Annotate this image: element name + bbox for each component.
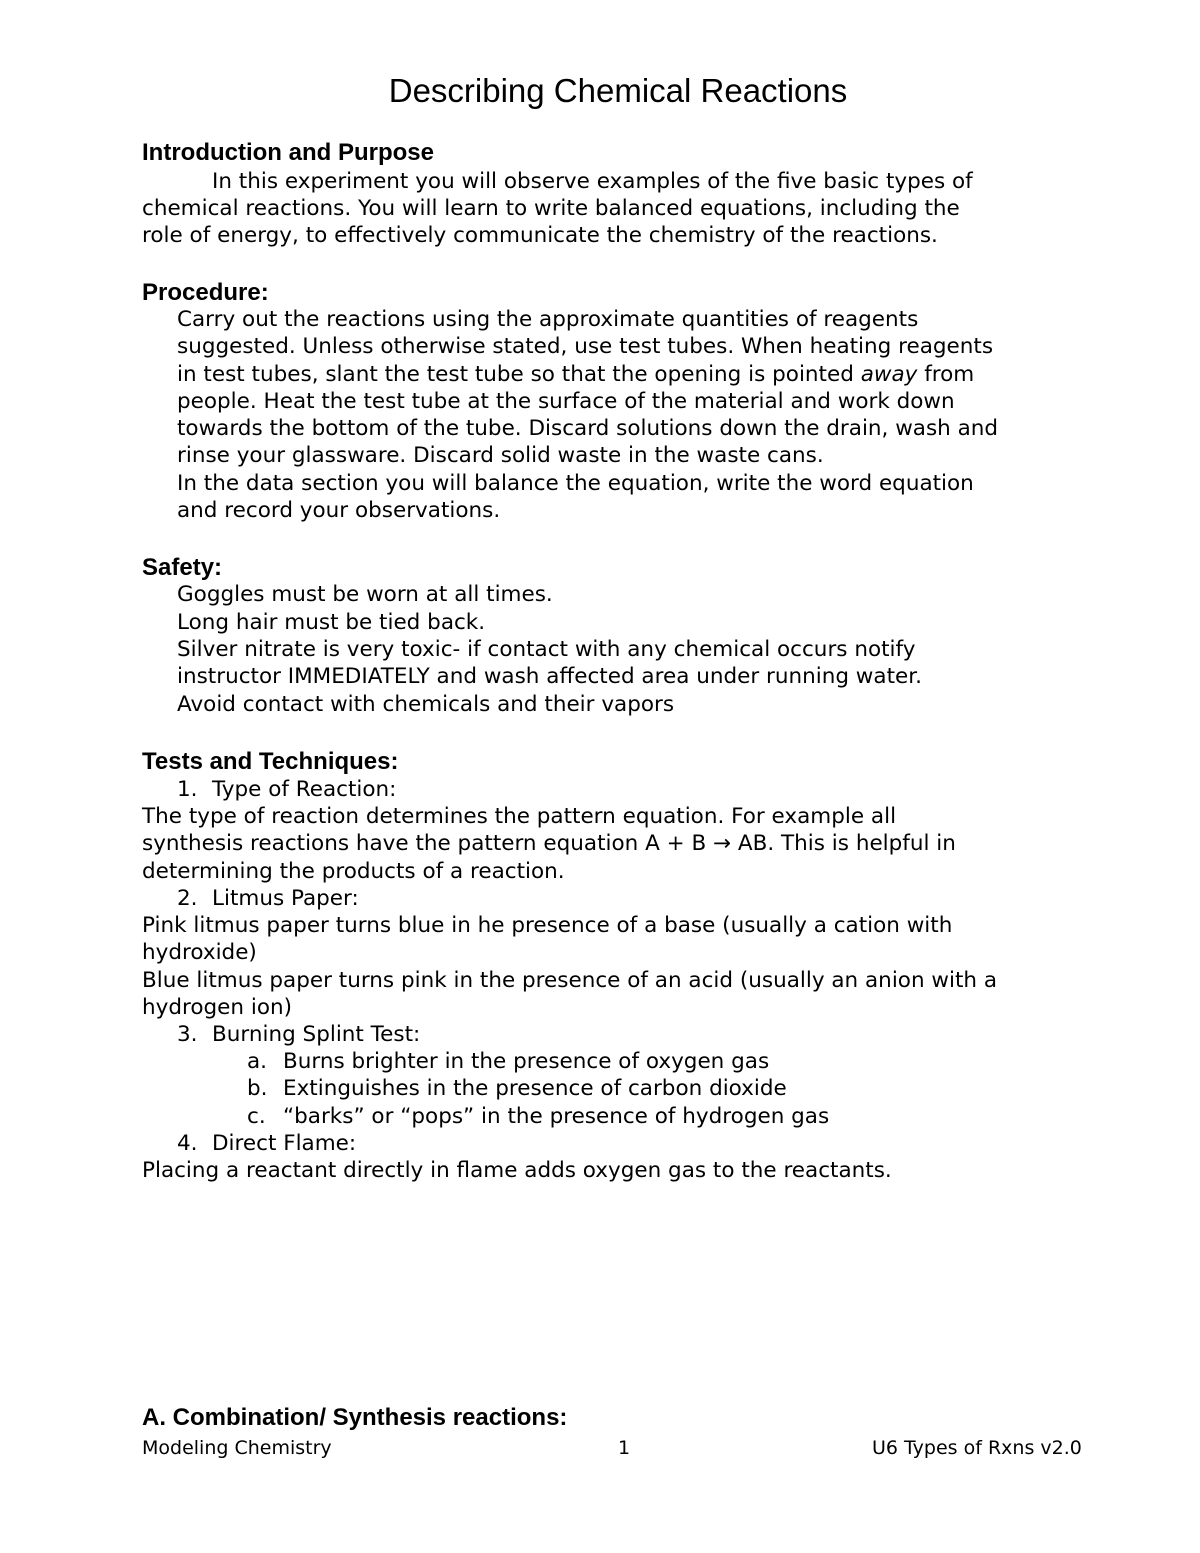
list-number: 3. <box>177 1022 198 1047</box>
test-item-1 <box>0 776 1200 803</box>
test-text-line: The type of reaction determines the pattern equation. For example all <box>142 804 897 829</box>
procedure-heading: Procedure: <box>142 279 269 306</box>
footer-page-number: 1 <box>618 1437 631 1459</box>
list-number: 4. <box>177 1131 198 1156</box>
test-item-2 <box>0 885 1200 912</box>
procedure-line <box>177 361 974 388</box>
intro-line: In this experiment you will observe examples of the five basic types of <box>212 169 973 194</box>
test-text-line: Blue litmus paper turns pink in the presence of an acid (usually an anion with a <box>142 968 998 993</box>
test-text-line: hydrogen ion) <box>142 995 292 1020</box>
test-text-line: determining the products of a reaction. <box>142 859 565 884</box>
list-number: 2. <box>177 886 198 911</box>
procedure-line-text: from <box>917 362 975 387</box>
sub-letter: a. <box>247 1049 268 1074</box>
sub-letter: b. <box>247 1076 268 1101</box>
procedure-line: rinse your glassware. Discard solid waste in the waste cans. <box>177 443 824 468</box>
procedure-line: suggested. Unless otherwise stated, use test tubes. When heating reagents <box>177 334 994 359</box>
sub-text: “barks” or “pops” in the presence of hydrogen gas <box>283 1104 830 1129</box>
list-label: Type of Reaction: <box>212 777 397 802</box>
test-text-line: synthesis reactions have the pattern equation A + B → AB. This is helpful in <box>142 831 956 856</box>
sub-text: Extinguishes in the presence of carbon dioxide <box>283 1076 787 1101</box>
document-title: Describing Chemical Reactions <box>388 72 848 109</box>
procedure-line: In the data section you will balance the equation, write the word equation <box>177 471 974 496</box>
test-text-line: hydroxide) <box>142 940 257 965</box>
test-item-3 <box>0 1021 1200 1048</box>
emphasis-away: away <box>860 362 918 387</box>
list-label: Direct Flame: <box>212 1131 357 1156</box>
footer-right: U6 Types of Rxns v2.0 <box>872 1437 1082 1459</box>
procedure-line: people. Heat the test tube at the surface of the material and work down <box>177 389 955 414</box>
test-text-line: Pink litmus paper turns blue in he presence of a base (usually a cation with <box>142 913 953 938</box>
test-item-4 <box>0 1130 1200 1157</box>
safety-heading: Safety: <box>142 554 223 581</box>
sub-letter: c. <box>247 1104 266 1129</box>
sub-item-c <box>0 1103 1200 1130</box>
procedure-line-text: in test tubes, slant the test tube so that the opening is pointed <box>177 362 861 387</box>
safety-line: instructor IMMEDIATELY and wash affected area under running water. <box>177 664 922 689</box>
procedure-line: Carry out the reactions using the approximate quantities of reagents <box>177 307 919 332</box>
safety-line: Avoid contact with chemicals and their vapors <box>177 692 675 717</box>
sub-item-a <box>0 1048 1200 1075</box>
test-text-line: Placing a reactant directly in flame adds oxygen gas to the reactants. <box>142 1158 892 1183</box>
sub-text: Burns brighter in the presence of oxygen gas <box>283 1049 770 1074</box>
sub-item-b <box>0 1075 1200 1102</box>
procedure-line: towards the bottom of the tube. Discard solutions down the drain, wash and <box>177 416 999 441</box>
tests-heading: Tests and Techniques: <box>142 748 399 775</box>
intro-line: chemical reactions. You will learn to write balanced equations, including the <box>142 196 960 221</box>
safety-line: Long hair must be tied back. <box>177 610 486 635</box>
list-number: 1. <box>177 777 198 802</box>
intro-heading: Introduction and Purpose <box>142 139 434 166</box>
procedure-line: and record your observations. <box>177 498 501 523</box>
list-label: Litmus Paper: <box>212 886 359 911</box>
safety-line: Goggles must be worn at all times. <box>177 582 553 607</box>
footer-left: Modeling Chemistry <box>142 1437 332 1459</box>
list-label: Burning Splint Test: <box>212 1022 421 1047</box>
safety-line: Silver nitrate is very toxic- if contact with any chemical occurs notify <box>177 637 916 662</box>
section-a-heading: A. Combination/ Synthesis reactions: <box>142 1404 568 1431</box>
intro-line: role of energy, to effectively communicate the chemistry of the reactions. <box>142 223 938 248</box>
